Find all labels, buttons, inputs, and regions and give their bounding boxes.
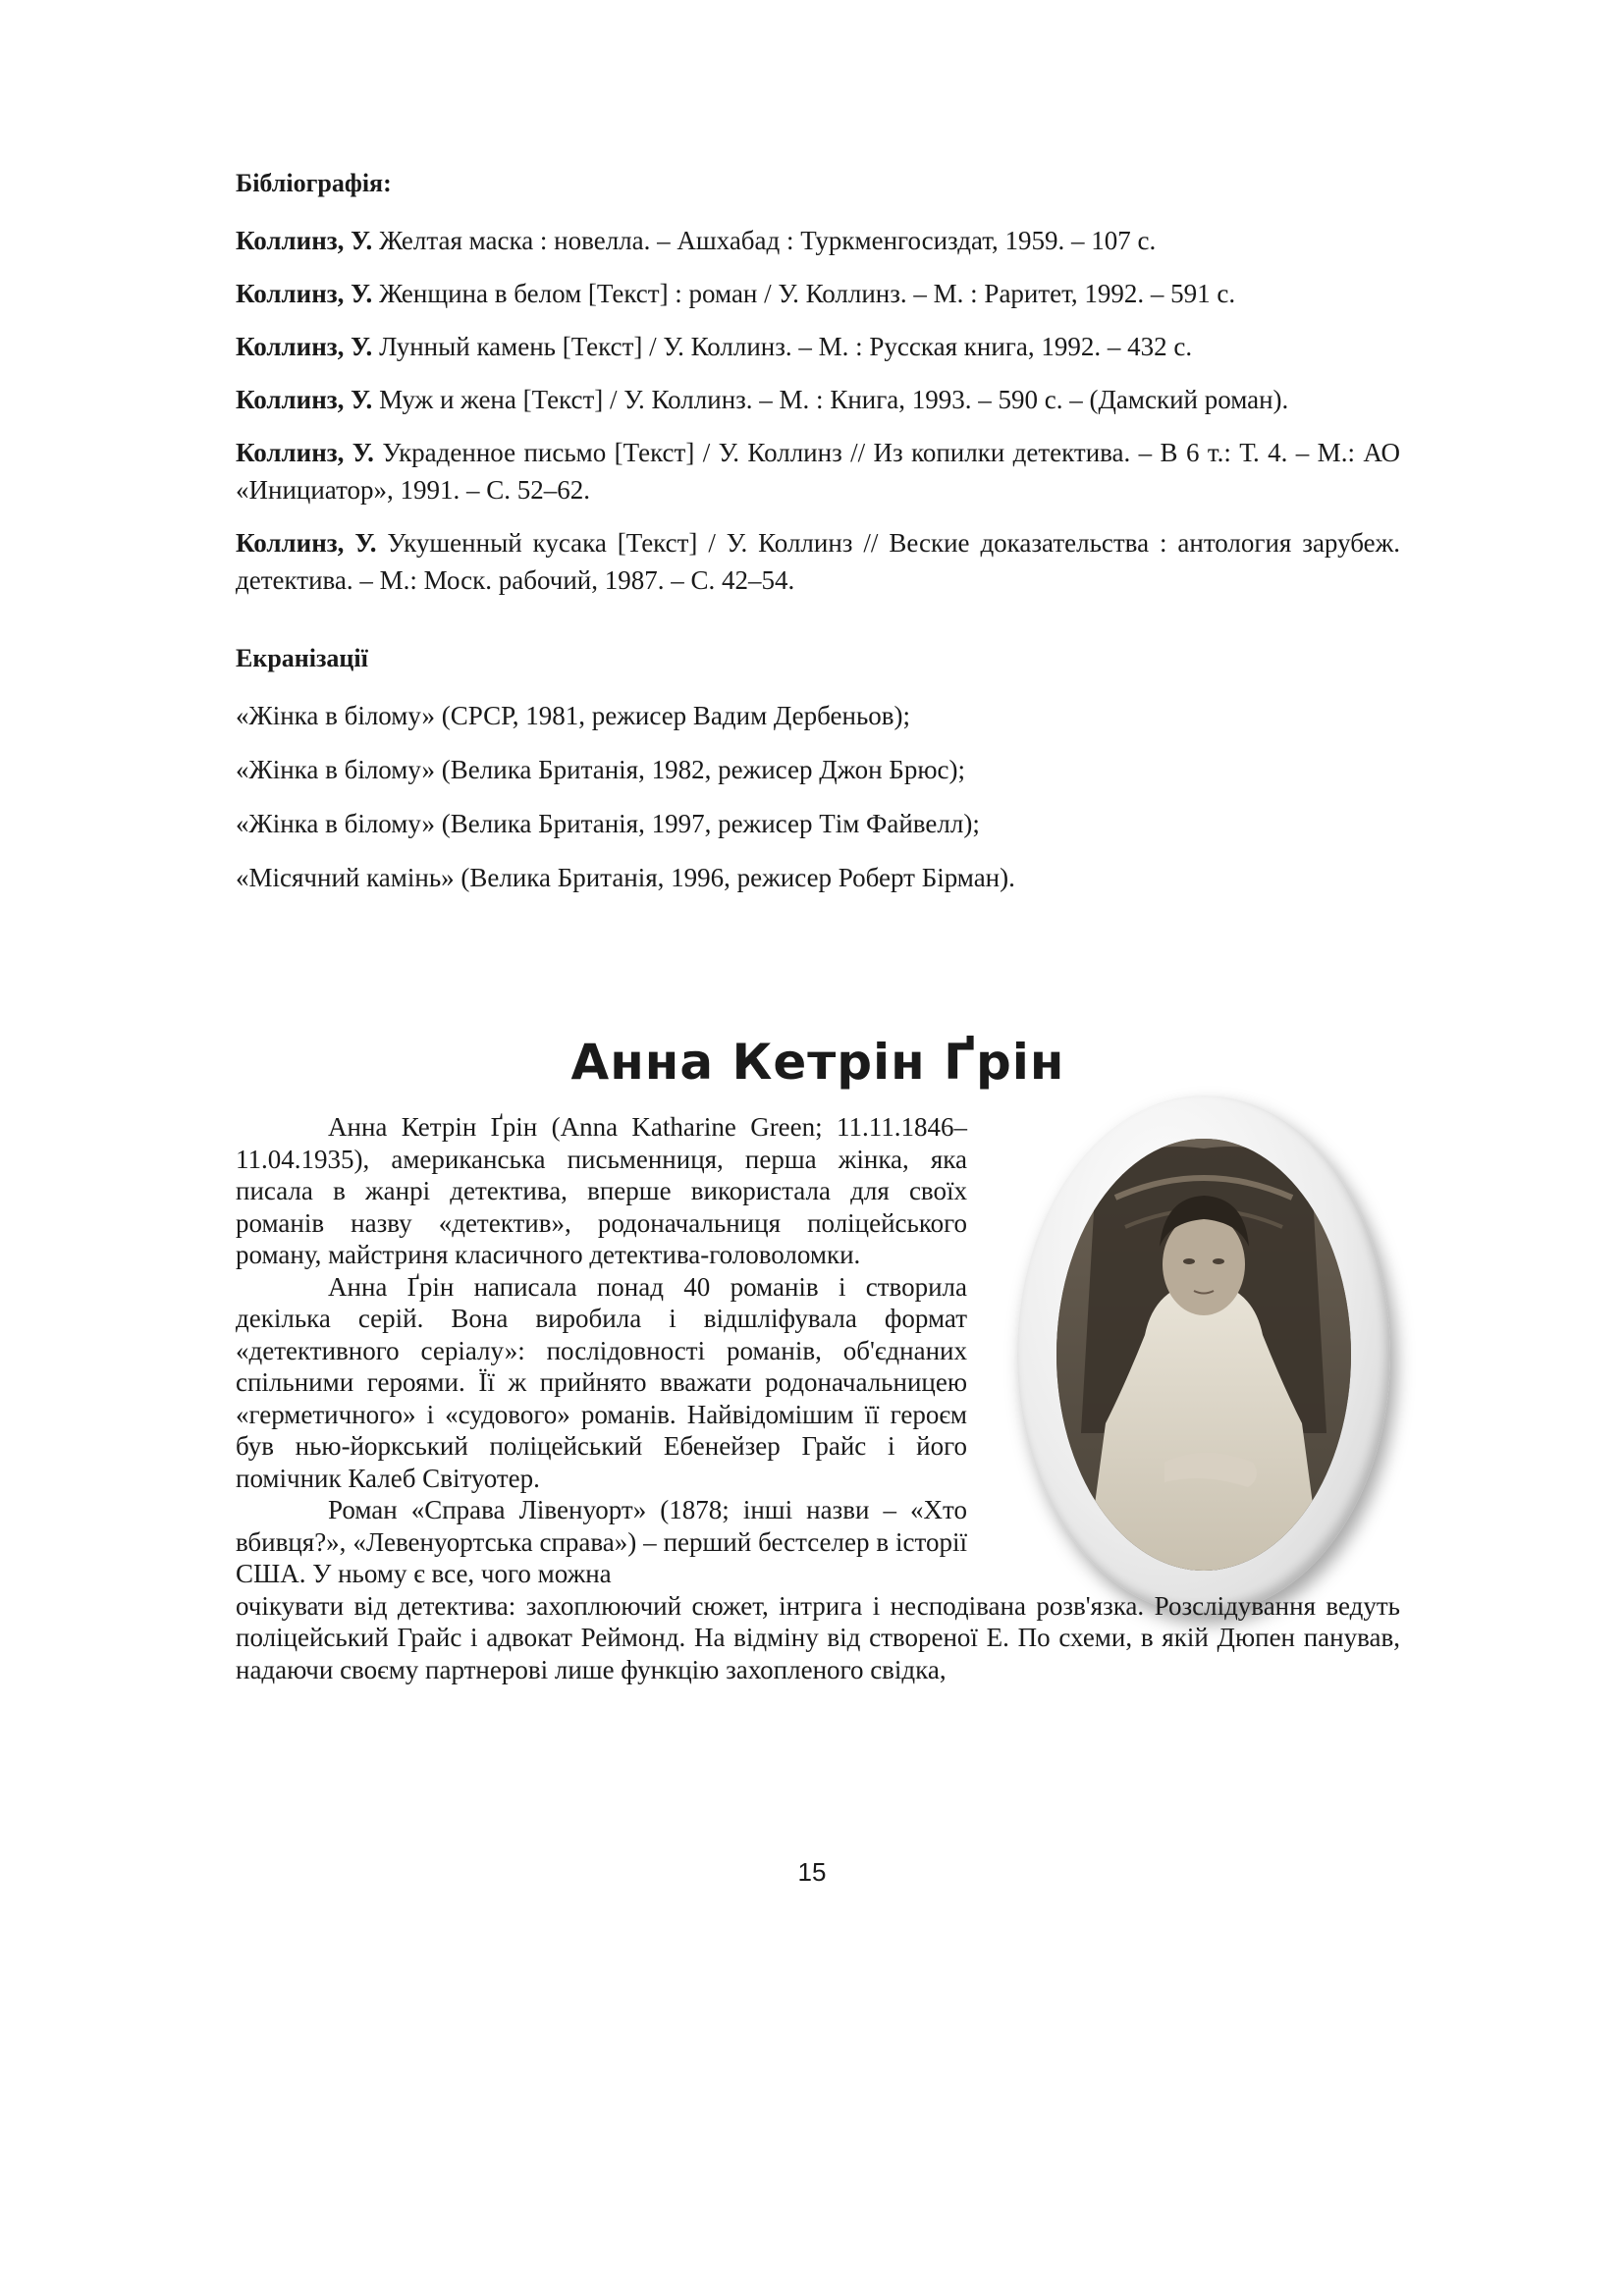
bibliography-heading: Бібліографія: — [236, 169, 392, 197]
body-paragraph: Анна Ґрін написала понад 40 романів і створила декілька серій. Вона виробила і відшліфувала формат «детективного серіалу»: послідовності романів, об'єднаних спільними героями. Її ж прийнято вважати родоначальницею «герметичного» і «судового» романів. Найвідомішим її героєм був нью-йоркський поліцейський Ебенейзер Грайс і його помічник Калеб Світуотер. — [236, 1271, 967, 1493]
entry-text: Лунный камень [Текст] / У. Коллинз. – М. : Русская книга, 1992. – 432 с. — [372, 332, 1193, 361]
entry-author: Коллинз, У. — [236, 438, 374, 467]
screen-adaptation-item: «Жінка в білому» (СРСР, 1981, режисер Вадим Дербеньов); — [236, 701, 911, 730]
entry-author: Коллинз, У. — [236, 279, 373, 308]
bibliography-entry — [236, 222, 1400, 259]
entry-text: Муж и жена [Текст] / У. Коллинз. – М. : Книга, 1993. – 590 с. – (Дамский роман). — [372, 385, 1289, 414]
chapter-body — [236, 1111, 1400, 1685]
bibliography-entry — [236, 275, 1400, 312]
body-paragraph: Анна Кетрін Ґрін (Anna Katharine Green; 11.11.1846–11.04.1935), американська письменниця, перша жінка, яка писала в жанрі детектива, вперше використала для своїх романів назву «детектив», родоначальниця поліцейського роману, майстриня класичного детектива-головоломки. — [236, 1112, 967, 1269]
bibliography-entry — [236, 524, 1400, 599]
body-paragraph: Роман «Справа Лівенуорт» (1878; інші назви – «Хто вбивця?», «Левенуортська справа») – перший бестселер в історії США. У ньому є все, чого можна — [236, 1495, 967, 1588]
entry-author: Коллинз, У. — [236, 385, 373, 414]
screen-adaptations-heading: Екранізації — [236, 644, 368, 672]
entry-text: Желтая маска : новелла. – Ашхабад : Туркменгосиздат, 1959. – 107 с. — [372, 226, 1157, 255]
entry-author: Коллинз, У. — [236, 332, 373, 361]
bibliography-entry — [236, 328, 1400, 365]
screen-adaptation-item: «Жінка в білому» (Велика Британія, 1997, режисер Тім Файвелл); — [236, 809, 980, 838]
page-number: 15 — [797, 1857, 827, 1887]
entry-text: Укушенный кусака [Текст] / У. Коллинз // Веские доказательства : антология зарубеж. детектива. – М.: Моск. рабочий, 1987. – С. 42–54. — [236, 528, 1400, 595]
chapter-title: Анна Кетрін Ґрін — [570, 1033, 1065, 1091]
screen-adaptation-item: «Місячний камінь» (Велика Британія, 1996, режисер Роберт Бірман). — [236, 863, 1015, 892]
entry-author: Коллинз, У. — [236, 528, 377, 558]
entry-author: Коллинз, У. — [236, 226, 373, 255]
screen-adaptation-item: «Жінка в білому» (Велика Британія, 1982, режисер Джон Брюс); — [236, 755, 965, 784]
bibliography-entry — [236, 381, 1400, 418]
entry-text: Женщина в белом [Текст] : роман / У. Коллинз. – М. : Раритет, 1992. – 591 с. — [372, 279, 1236, 308]
body-paragraph-continued: очікувати від детектива: захоплюючий сюжет, інтрига і несподівана розв'язка. Розслідування ведуть поліцейський Грайс і адвокат Реймонд. На відміну від створеної Е. По схеми, в якій Дюпен панував, надаючи своєму партнерові лише функцію захопленого свідка, — [236, 1590, 1400, 1684]
entry-text: Украденное письмо [Текст] / У. Коллинз // Из копилки детектива. – В 6 т.: Т. 4. – М.: АО «Инициатор», 1991. – С. 52–62. — [236, 438, 1400, 505]
bibliography-section — [236, 167, 1400, 913]
bibliography-entry — [236, 434, 1400, 508]
